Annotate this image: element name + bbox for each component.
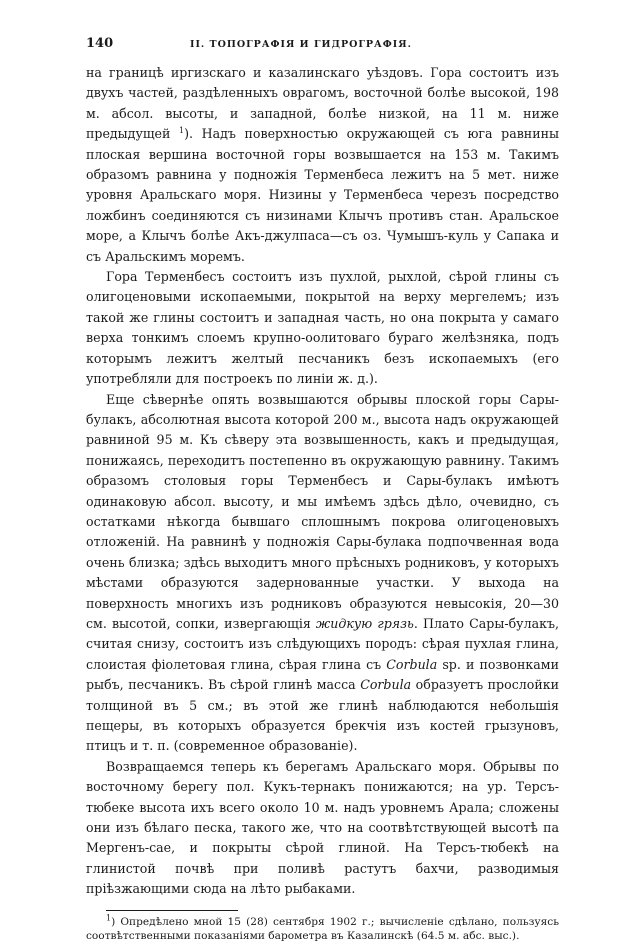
running-title: II. ТОПОГРАФІЯ И ГИДРОГРАФІЯ. — [190, 39, 412, 50]
italic-genus: Corbula — [360, 677, 412, 693]
footnote-ref[interactable]: 1 — [179, 126, 185, 136]
italic-genus: Corbula — [386, 656, 438, 672]
italic-term: жидкую грязь — [315, 615, 414, 631]
footnote: $^1$) Опредѣлено мной 15 (28) сентября 1902 г.; вычисленіе сдѣлано, пользуясь соотвѣтственными показаніями барометра въ Казалинскѣ (64.5 м. абс. выс.). — [86, 913, 559, 942]
paragraph-3: Еще сѣвернѣе опять возвышаются обрывы плоской горы Сары-булакъ, абсолютная высота которой 200 м., высота надъ окружающей равниной 95 м. Къ сѣверу эта возвышенность, какъ и предыдущая, понижаясь, переходитъ постепенно въ окружающую равнину. Такимъ образомъ столовыя горы Терменбесъ и Сары-булакъ имѣютъ одинаковую абсол. высоту, и мы имѣемъ здѣсь дѣло, очевидно, съ остатками нѣкогда бывшаго сплошнымъ покрова олигоценовыхъ отложеній. На равнинѣ у подножія Сары-булака подпочвенная вода очень близка; здѣсь выходитъ много прѣсныхъ родниковъ, у которыхъ мѣстами образуются задернованные участки. У выхода на поверхность многихъ изъ родниковъ образуются невысокія, 20—30 см. высотой, сопки, извергающія жидкую грязь. Плато Сары-булакъ, считая снизу, состоитъ изъ слѣдующихъ породъ: сѣрая пухлая глина, слоистая фіолетовая глина, сѣрая глина съ Corbula sp. и позвонками рыбъ, песчаникъ. Въ сѣрой глинѣ масса Corbula образуетъ прослойки толщиной въ 5 см.; въ этой же глинѣ наблюдаются небольшія пещеры, въ которыхъ образуется брекчія изъ костей грызуновъ, птицъ и т. п. (современное образованіе). — [86, 391, 559, 754]
paragraph-1: на границѣ иргизскаго и казалинскаго уѣздовъ. Гора состоитъ изъ двухъ частей, раздѣленныхъ оврагомъ, восточной болѣе высокой, 198 м. абсол. высоты, и западной, болѣе низкой, на 11 м. ниже предыдущей $^1$). Надъ поверхностью окружающей съ юга равнины плоская вершина восточной горы возвышается на 153 м. Такимъ образомъ равнина у подножія Терменбеса лежитъ на 5 мет. ниже уровня Аральскаго моря. Низины у Терменбеса черезъ посредство ложбинъ соединяются съ низинами Клычъ противъ стан. Аральское море, а Клычъ болѣе Акъ-джулпаса—съ оз. Чумышъ-куль у Сапака и съ Аральскимъ моремъ. — [86, 65, 559, 264]
paragraph-4: Возвращаемся теперь къ берегамъ Аральскаго моря. Обрывы по восточному берегу пол. Кукъ-тернакъ понижаются; на ур. Терсъ-тюбеке высота ихъ всего около 10 м. надъ уровнемъ Арала; сложены они изъ бѣлаго песка, такого же, что на соотвѣтствующей высотѣ па Мергенъ-сае, и покрыты сѣрой глиной. На Терсъ-тюбекѣ на глинистой почвѣ при поливѣ растутъ бахчи, разводимыя пріѣзжающими сюда на лѣто рыбаками. — [86, 758, 559, 897]
footnote-marker: 1 — [106, 913, 112, 923]
page-header — [86, 36, 559, 51]
page-number: 140 — [86, 36, 114, 51]
paragraph-2: Гора Терменбесъ состоитъ изъ пухлой, рыхлой, сѣрой глины съ олигоценовыми ископаемыми, покрытой на верху мергелемъ; изъ такой же глины состоитъ и западная часть, но она покрыта у самаго верха тонкимъ слоемъ крупно-оолитоваго бураго желѣзняка, подъ которымъ лежитъ желтый песчаникъ безъ ископаемыхъ (его употребляли для построекъ по линіи ж. д.). — [86, 269, 559, 387]
body-text — [86, 63, 559, 900]
footnote-divider — [106, 910, 238, 911]
